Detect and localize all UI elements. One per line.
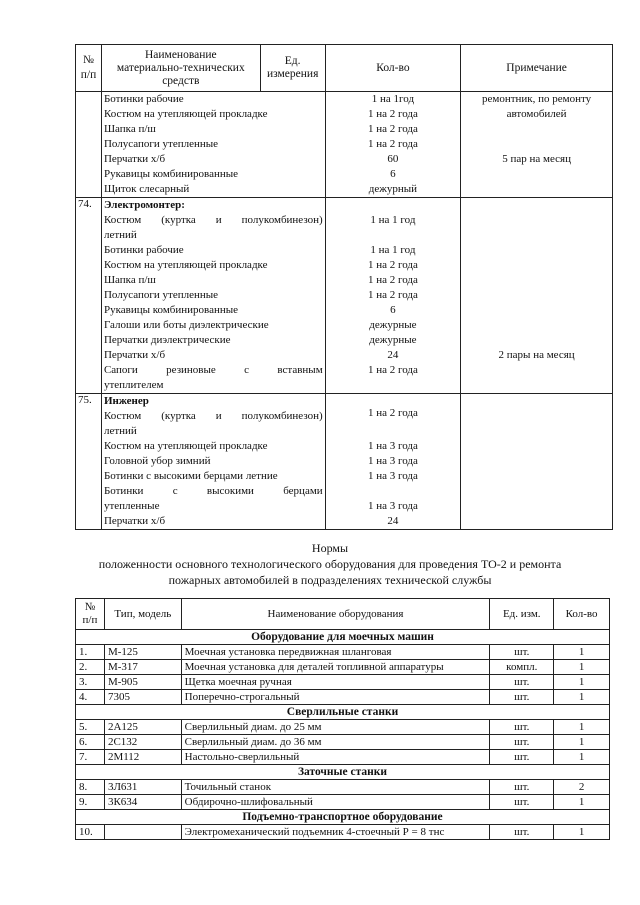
- item-name: Рукавицы комбинированные: [103, 168, 239, 180]
- item-qtys: [325, 92, 461, 198]
- row-qty: 1: [554, 735, 610, 750]
- header-qty: Кол-во: [554, 599, 610, 630]
- norms-heading: Нормы: [311, 541, 349, 555]
- header-unit: Ед. измерения: [260, 45, 325, 91]
- item-qty: 1 на 2 года: [367, 364, 418, 376]
- group-title: Электромонтер:: [103, 199, 185, 211]
- item-qty: 1 на 1 год: [370, 214, 416, 226]
- item-name: Костюм на утепляющей прокладке: [103, 259, 268, 271]
- item-name: Ботинки рабочие: [103, 93, 184, 105]
- table-row: [76, 735, 610, 750]
- item-note: 5 пар на месяц: [502, 153, 571, 165]
- group-num: 74.: [76, 198, 102, 394]
- item-qty: дежурные: [369, 319, 417, 331]
- item-qty: 1 на 2 года: [367, 274, 418, 286]
- row-num: 1.: [76, 645, 105, 660]
- table-row: [76, 795, 610, 810]
- row-type: 2М112: [104, 750, 181, 765]
- row-name: Сверлильный диам. до 36 мм: [181, 735, 490, 750]
- item-name: Ботинки рабочие: [103, 244, 184, 256]
- row-num: 9.: [76, 795, 105, 810]
- row-num: 2.: [76, 660, 105, 675]
- item-name: Перчатки х/б: [103, 153, 166, 165]
- item-qty: 24: [387, 515, 399, 527]
- header-equipment-name: Наименование оборудования: [181, 599, 490, 630]
- item-qty: 1 на 2 года: [367, 123, 418, 135]
- item-name-cont: летний: [103, 425, 137, 437]
- row-qty: 1: [554, 645, 610, 660]
- continued-group: [76, 92, 613, 198]
- row-name: Обдирочно-шлифовальный: [181, 795, 490, 810]
- norms-subtitle-line1: положенности основного технологического оборудования для проведения ТО-2 и ремонта: [98, 557, 562, 571]
- section-row: [76, 630, 610, 645]
- section-title: Оборудование для моечных машин: [76, 630, 610, 645]
- item-names: [101, 198, 325, 394]
- item-qty: 1 на 2 года: [367, 108, 418, 120]
- item-name-cont: утепленные: [103, 500, 160, 512]
- row-name: Электромеханический подъемник 4-стоечный Р = 8 тнс: [181, 825, 490, 840]
- item-name: Полусапоги утепленные: [103, 289, 219, 301]
- item-qty: 1 на 1год: [371, 93, 415, 105]
- row-unit: шт.: [490, 675, 554, 690]
- row-num: 6.: [76, 735, 105, 750]
- row-qty: 1: [554, 825, 610, 840]
- section-title: Подъемно-транспортное оборудование: [76, 810, 610, 825]
- item-qty: 1 на 2 года: [367, 259, 418, 271]
- item-name: Костюм на утепляющей прокладке: [103, 440, 268, 452]
- row-type: М-905: [104, 675, 181, 690]
- row-qty: 1: [554, 690, 610, 705]
- item-qty: дежурные: [369, 334, 417, 346]
- row-qty: 1: [554, 795, 610, 810]
- group-engineer: [76, 394, 613, 530]
- item-name-cont: летний: [103, 229, 137, 241]
- item-name: Щиток слесарный: [103, 183, 190, 195]
- section-title: Сверлильные станки: [76, 705, 610, 720]
- row-num: 3.: [76, 675, 105, 690]
- header-qty: Кол-во: [325, 45, 461, 92]
- row-name: Настольно-сверлильный: [181, 750, 490, 765]
- row-name: Моечная установка передвижная шланговая: [181, 645, 490, 660]
- table-row: [76, 690, 610, 705]
- row-num: 8.: [76, 780, 105, 795]
- item-note: [463, 137, 610, 152]
- item-qty: дежурный: [368, 183, 418, 195]
- item-name: Головной убор зимний: [103, 455, 211, 467]
- row-type: 2С132: [104, 735, 181, 750]
- row-unit: шт.: [490, 780, 554, 795]
- item-qty: 6: [390, 168, 396, 180]
- table-row: [76, 750, 610, 765]
- group-electrician: [76, 198, 613, 394]
- row-unit: шт.: [490, 645, 554, 660]
- row-qty: 2: [554, 780, 610, 795]
- table-row: [76, 825, 610, 840]
- header-name: Наименование материально-технических средств: [116, 48, 245, 87]
- item-name: Костюм на утепляющей прокладке: [103, 108, 268, 120]
- item-qtys: [325, 198, 461, 394]
- technological-equipment-table: [75, 598, 610, 840]
- row-unit: компл.: [490, 660, 554, 675]
- item-notes: [461, 198, 613, 394]
- row-unit: шт.: [490, 720, 554, 735]
- item-note: [463, 167, 610, 182]
- row-type: 7305: [104, 690, 181, 705]
- equipment-norms-table: [75, 44, 613, 530]
- header-name-unit: [101, 45, 325, 92]
- row-type: 2А125: [104, 720, 181, 735]
- row-type: М-125: [104, 645, 181, 660]
- row-type: М-317: [104, 660, 181, 675]
- norms-title: [60, 540, 600, 588]
- header-note: Примечание: [461, 45, 613, 92]
- item-note: [463, 182, 610, 197]
- item-name: Костюм (куртка и полукомбинезон): [103, 214, 323, 226]
- table-row: [76, 720, 610, 735]
- row-num: 7.: [76, 750, 105, 765]
- header-num: № п/п: [76, 45, 102, 92]
- item-qty: 1 на 2 года: [367, 138, 418, 150]
- section-row: [76, 810, 610, 825]
- row-name: Моечная установка для деталей топливной аппаратуры: [181, 660, 490, 675]
- row-type: [104, 825, 181, 840]
- item-name: Рукавицы комбинированные: [103, 304, 239, 316]
- item-qty: 6: [390, 304, 396, 316]
- table1-header-row: [76, 45, 613, 92]
- row-name: Щетка моечная ручная: [181, 675, 490, 690]
- item-name: Шапка п/ш: [103, 123, 156, 135]
- item-names: [101, 92, 325, 198]
- item-name: Перчатки диэлектрические: [103, 334, 231, 346]
- item-name: Шапка п/ш: [103, 274, 156, 286]
- item-qty: 1 на 2 года: [367, 289, 418, 301]
- item-qtys: [325, 394, 461, 530]
- item-note: 2 пары на месяц: [498, 349, 575, 361]
- item-name: Ботинки с высокими берцами: [103, 485, 323, 497]
- item-qty: 1 на 3 года: [367, 500, 418, 512]
- row-qty: 1: [554, 720, 610, 735]
- item-names: [101, 394, 325, 530]
- group-num: [76, 92, 102, 198]
- item-notes: [461, 394, 613, 530]
- row-unit: шт.: [490, 735, 554, 750]
- item-qty: 1 на 3 года: [367, 455, 418, 467]
- row-num: 10.: [76, 825, 105, 840]
- item-notes: [461, 92, 613, 198]
- row-name: Поперечно-строгальный: [181, 690, 490, 705]
- row-type: 3К634: [104, 795, 181, 810]
- table2-header-row: [76, 599, 610, 630]
- item-qty: 1 на 3 года: [367, 440, 418, 452]
- table-row: [76, 660, 610, 675]
- header-num: № п/п: [76, 599, 105, 630]
- item-name: Полусапоги утепленные: [103, 138, 219, 150]
- item-name: Костюм (куртка и полукомбинезон): [103, 410, 323, 422]
- item-qty: 24: [387, 349, 399, 361]
- item-name: Ботинки с высокими берцами летние: [103, 470, 278, 482]
- row-unit: шт.: [490, 825, 554, 840]
- header-type: Тип, модель: [104, 599, 181, 630]
- norms-subtitle-line2: пожарных автомобилей в подразделениях технической службы: [168, 573, 492, 587]
- item-name: Перчатки х/б: [103, 515, 166, 527]
- row-num: 5.: [76, 720, 105, 735]
- item-name-cont: утеплителем: [103, 379, 164, 391]
- item-qty: 1 на 2 года: [367, 407, 418, 419]
- item-note: автомобилей: [506, 108, 567, 120]
- table-row: [76, 675, 610, 690]
- row-qty: 1: [554, 675, 610, 690]
- row-qty: 1: [554, 750, 610, 765]
- section-row: [76, 765, 610, 780]
- table-row: [76, 645, 610, 660]
- item-note: [463, 122, 610, 137]
- row-num: 4.: [76, 690, 105, 705]
- section-row: [76, 705, 610, 720]
- table-row: [76, 780, 610, 795]
- group-num: 75.: [76, 394, 102, 530]
- row-qty: 1: [554, 660, 610, 675]
- row-unit: шт.: [490, 795, 554, 810]
- item-note: ремонтник, по ремонту: [482, 93, 592, 105]
- item-name: Галоши или боты диэлектрические: [103, 319, 269, 331]
- item-name: Перчатки х/б: [103, 349, 166, 361]
- row-name: Сверлильный диам. до 25 мм: [181, 720, 490, 735]
- item-name: Сапоги резиновые с вставным: [103, 364, 323, 376]
- item-qty: 1 на 3 года: [367, 470, 418, 482]
- section-title: Заточные станки: [76, 765, 610, 780]
- group-title: Инженер: [103, 395, 149, 407]
- header-unit: Ед. изм.: [490, 599, 554, 630]
- row-name: Точильный станок: [181, 780, 490, 795]
- row-unit: шт.: [490, 690, 554, 705]
- item-qty: 60: [387, 153, 399, 165]
- row-unit: шт.: [490, 750, 554, 765]
- row-type: 3Л631: [104, 780, 181, 795]
- item-qty: 1 на 1 год: [370, 244, 416, 256]
